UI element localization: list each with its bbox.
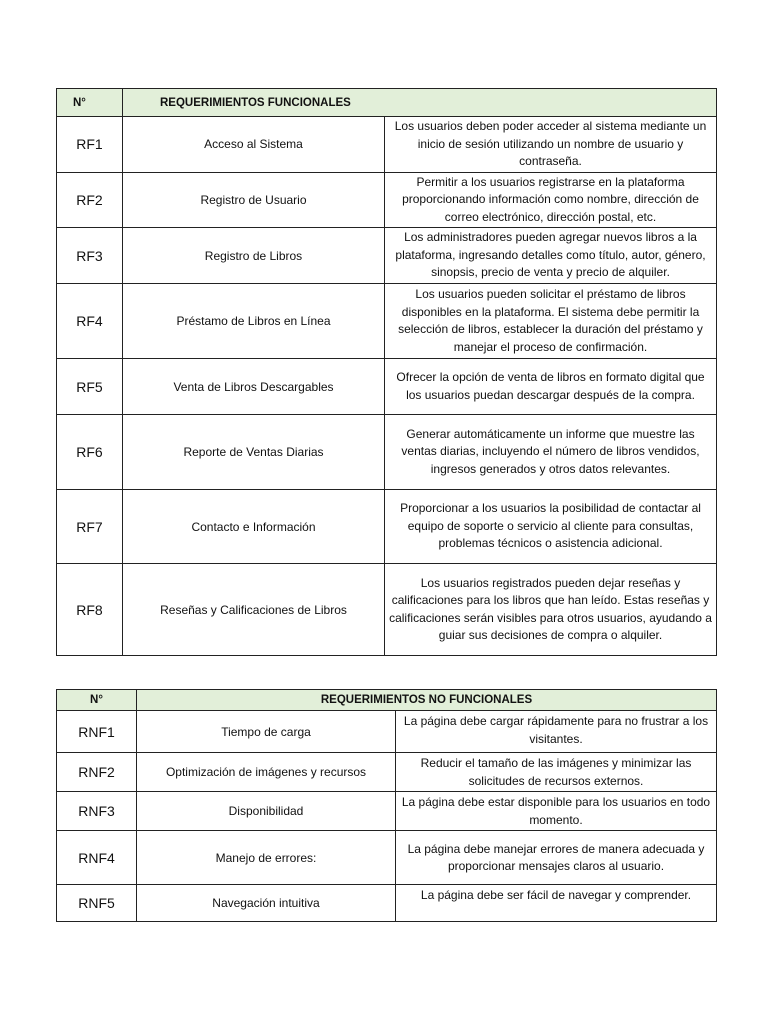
- requirement-description: Permitir a los usuarios registrarse en la plataforma proporcionando información como nombre, dirección de correo electrónico, dirección postal, etc.: [385, 172, 717, 228]
- column-header-title: REQUERIMIENTOS NO FUNCIONALES: [137, 690, 717, 711]
- requirement-name: Tiempo de carga: [137, 711, 396, 753]
- requirement-description: La página debe cargar rápidamente para no frustrar a los visitantes.: [396, 711, 717, 753]
- table-row: [57, 792, 717, 831]
- requirement-code: RF5: [57, 359, 123, 415]
- table-row: [57, 885, 717, 922]
- functional-requirements-table: [56, 88, 717, 656]
- requirement-name: Reseñas y Calificaciones de Libros: [123, 564, 385, 656]
- requirement-name: Disponibilidad: [137, 792, 396, 831]
- table-row: [57, 415, 717, 490]
- column-header-title: REQUERIMIENTOS FUNCIONALES: [123, 89, 717, 117]
- requirement-code: RF1: [57, 117, 123, 173]
- requirement-code: RNF4: [57, 831, 137, 885]
- requirement-description: Los usuarios registrados pueden dejar reseñas y calificaciones para los libros que han leído. Estas reseñas y calificaciones serán visibles para otros usuarios, ayudando a guiar sus decisiones de compra o alquiler.: [385, 564, 717, 656]
- requirement-code: RF3: [57, 228, 123, 284]
- requirement-code: RF6: [57, 415, 123, 490]
- requirement-name: Contacto e Información: [123, 490, 385, 564]
- table-header-row: [57, 89, 717, 117]
- requirement-name: Acceso al Sistema: [123, 117, 385, 173]
- requirement-description: Ofrecer la opción de venta de libros en formato digital que los usuarios puedan descargar después de la compra.: [385, 359, 717, 415]
- requirement-name: Manejo de errores:: [137, 831, 396, 885]
- requirement-description: La página debe manejar errores de manera adecuada y proporcionar mensajes claros al usuario.: [396, 831, 717, 885]
- requirement-code: RF8: [57, 564, 123, 656]
- requirement-code: RF2: [57, 172, 123, 228]
- requirement-name: Navegación intuitiva: [137, 885, 396, 922]
- requirement-description: Los administradores pueden agregar nuevos libros a la plataforma, ingresando detalles como título, autor, género, sinopsis, precio de venta y precio de alquiler.: [385, 228, 717, 284]
- table-row: [57, 711, 717, 753]
- requirement-description: Los usuarios pueden solicitar el préstamo de libros disponibles en la plataforma. El sistema debe permitir la selección de libros, establecer la duración del préstamo y manejar el proceso de confirmación.: [385, 284, 717, 359]
- table-header-row: [57, 690, 717, 711]
- table-row: [57, 831, 717, 885]
- requirement-name: Registro de Libros: [123, 228, 385, 284]
- column-header-number: N°: [57, 89, 123, 117]
- requirement-description: Reducir el tamaño de las imágenes y minimizar las solicitudes de recursos externos.: [396, 753, 717, 792]
- requirement-description: Los usuarios deben poder acceder al sistema mediante un inicio de sesión utilizando un nombre de usuario y contraseña.: [385, 117, 717, 173]
- requirement-name: Registro de Usuario: [123, 172, 385, 228]
- requirement-name: Préstamo de Libros en Línea: [123, 284, 385, 359]
- table-row: [57, 172, 717, 228]
- table-row: [57, 228, 717, 284]
- requirement-name: Venta de Libros Descargables: [123, 359, 385, 415]
- table-row: [57, 117, 717, 173]
- requirement-name: Reporte de Ventas Diarias: [123, 415, 385, 490]
- requirement-name: Optimización de imágenes y recursos: [137, 753, 396, 792]
- requirement-description: Proporcionar a los usuarios la posibilidad de contactar al equipo de soporte o servicio al cliente para consultas, problemas técnicos o asistencia adicional.: [385, 490, 717, 564]
- requirement-code: RF7: [57, 490, 123, 564]
- table-row: [57, 564, 717, 656]
- requirement-description: Generar automáticamente un informe que muestre las ventas diarias, incluyendo el número de libros vendidos, ingresos generados y otros datos relevantes.: [385, 415, 717, 490]
- requirement-description: La página debe ser fácil de navegar y comprender.: [396, 885, 717, 922]
- requirement-code: RNF3: [57, 792, 137, 831]
- column-header-number: N°: [57, 690, 137, 711]
- table-row: [57, 359, 717, 415]
- table-row: [57, 490, 717, 564]
- requirement-code: RNF1: [57, 711, 137, 753]
- requirement-code: RF4: [57, 284, 123, 359]
- table-row: [57, 284, 717, 359]
- table-row: [57, 753, 717, 792]
- requirement-code: RNF5: [57, 885, 137, 922]
- requirement-code: RNF2: [57, 753, 137, 792]
- nonfunctional-requirements-table: [56, 689, 717, 922]
- requirement-description: La página debe estar disponible para los usuarios en todo momento.: [396, 792, 717, 831]
